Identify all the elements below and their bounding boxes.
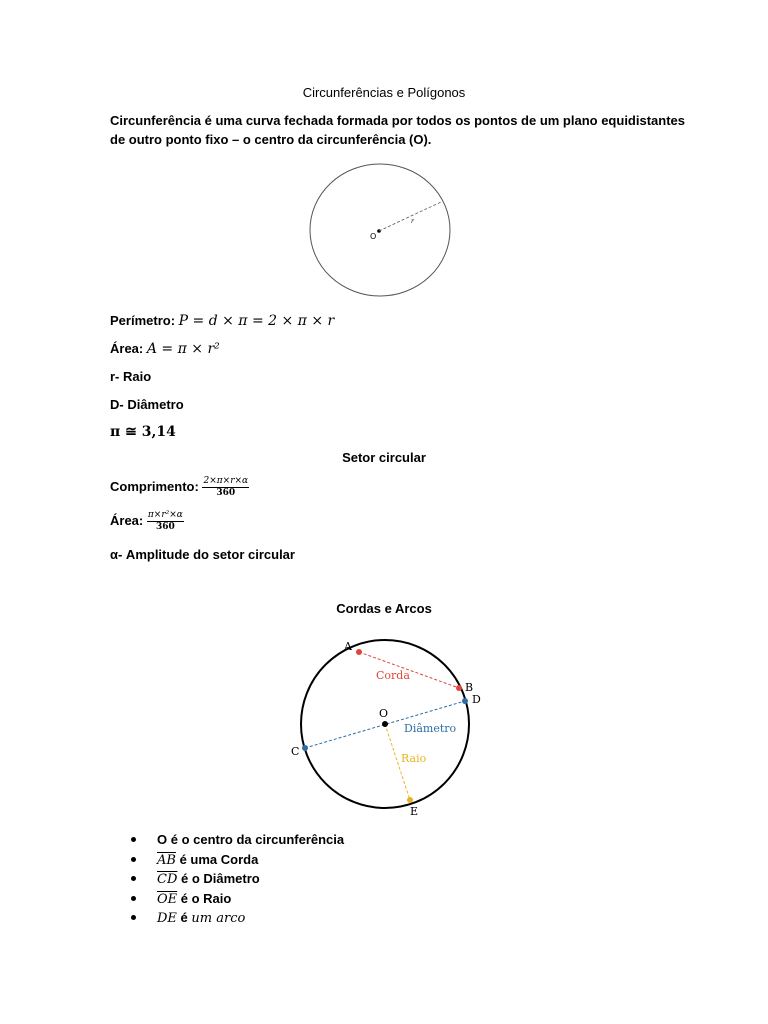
point-a — [356, 649, 362, 655]
label-o: O — [379, 707, 389, 720]
list-item: DE é um arco — [131, 909, 344, 929]
sector-length-numerator: 2×π×r×α — [203, 476, 249, 486]
alpha-definition: α- Amplitude do setor circular — [110, 547, 295, 562]
sector-length-denominator: 360 — [216, 488, 236, 498]
point-e — [407, 797, 413, 803]
circle-figure — [300, 160, 460, 302]
list-item: $\overline{AB}$ é uma Corda — [131, 851, 344, 871]
d-definition: D- Diâmetro — [110, 397, 184, 412]
chords-heading: Cordas e Arcos — [336, 601, 432, 616]
arc-de: DE — [157, 911, 177, 926]
perimeter-expr: P = d × π = 2 × π × r — [178, 313, 335, 329]
sector-area-denominator: 360 — [155, 522, 175, 532]
radius-label: r — [411, 218, 414, 225]
perimeter-label: Perímetro: — [110, 313, 176, 328]
label-b: B — [465, 681, 474, 694]
sector-area-fraction — [147, 510, 184, 533]
segment-oe: $\overline{OE}$ — [157, 891, 178, 907]
sector-area-label: Área: — [110, 512, 144, 528]
sector-length — [110, 476, 249, 499]
chords-figure — [285, 632, 495, 822]
intro-line-2: de outro ponto fixo – o centro da circunferência (O). — [110, 132, 432, 147]
point-b — [456, 685, 462, 691]
sector-length-fraction — [202, 476, 249, 499]
sector-area — [110, 510, 184, 533]
list-item: O é o centro da circunferência — [131, 831, 344, 851]
diametro-label: Diâmetro — [404, 722, 457, 735]
pi-approximation: π ≅ 3,14 — [110, 424, 176, 440]
sector-length-label: Comprimento: — [110, 478, 199, 494]
corda-label: Corda — [376, 669, 410, 682]
sector-area-numerator: π×r²×α — [147, 510, 183, 520]
label-d: D — [472, 693, 481, 706]
area-formula — [110, 340, 220, 358]
label-a: A — [344, 640, 352, 653]
perimeter-formula — [110, 312, 334, 330]
point-d — [462, 698, 468, 704]
list-item: $\overline{OE}$ é o Raio — [131, 890, 344, 910]
raio-label: Raio — [401, 752, 427, 765]
center-label: O — [370, 232, 377, 241]
intro-line-1: Circunferência é uma curva fechada formada por todos os pontos de um plano equidistantes — [110, 113, 686, 128]
segment-ab: $\overline{AB}$ — [157, 852, 176, 868]
radius-line — [379, 202, 441, 231]
page-title: Circunferências e Polígonos — [302, 85, 466, 100]
label-c: C — [291, 745, 300, 758]
area-label: Área: — [110, 341, 144, 356]
label-e: E — [410, 805, 419, 818]
list-item: $\overline{CD}$ é o Diâmetro — [131, 870, 344, 890]
point-c — [302, 745, 308, 751]
segment-cd: $\overline{CD}$ — [157, 872, 178, 887]
r-definition: r- Raio — [110, 369, 152, 384]
point-o — [382, 721, 388, 727]
definitions-list — [131, 831, 344, 929]
sector-heading: Setor circular — [342, 450, 426, 465]
area-expr: A = π × r² — [146, 341, 220, 357]
